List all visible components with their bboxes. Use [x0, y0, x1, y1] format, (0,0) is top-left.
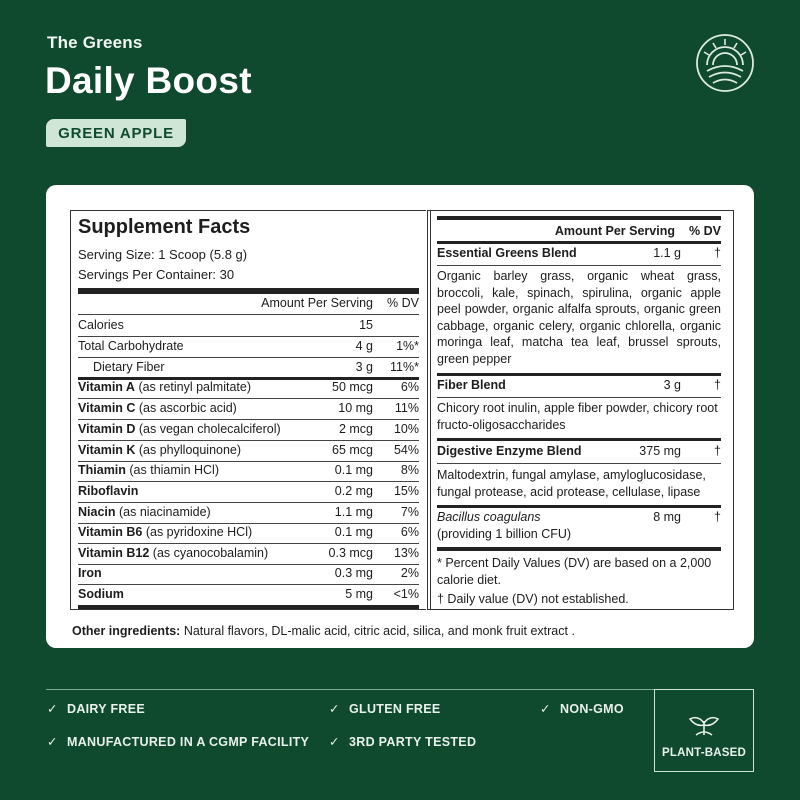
nutrient-dv: 13%	[393, 546, 419, 560]
rule-medium	[437, 438, 721, 441]
other-ingredients-text: Natural flavors, DL-malic acid, citric acid, silica, and monk fruit extract .	[180, 624, 575, 638]
nutrient-name: Total Carbohydrate	[78, 339, 184, 353]
nutrient-source: (as thiamin HCl)	[125, 463, 219, 477]
badge-label: PLANT-BASED	[662, 747, 746, 759]
nutrient-name-main: Vitamin D	[78, 422, 136, 436]
amount-header: Amount Per Serving	[554, 224, 675, 238]
check-icon: ✓	[47, 735, 58, 749]
feature-item	[329, 734, 476, 749]
feature-label: 3RD PARTY TESTED	[349, 735, 477, 749]
fact-row	[78, 585, 419, 605]
nutrient-name: Calories	[78, 318, 124, 332]
rule-thick	[437, 216, 721, 220]
sprout-icon	[686, 713, 722, 737]
rule	[437, 463, 721, 464]
nutrient-name	[78, 380, 251, 394]
nutrient-source: (as cyanocobalamin)	[149, 546, 269, 560]
fact-row	[78, 399, 419, 419]
serving-size: Serving Size: 1 Scoop (5.8 g)	[78, 247, 248, 262]
nutrient-name-main: Iron	[78, 566, 102, 580]
feature-label: GLUTEN FREE	[349, 702, 441, 716]
nutrient-amount: 0.3 mg	[334, 566, 373, 580]
nutrient-dv: 11%	[394, 401, 419, 415]
nutrient-source: (as niacinamide)	[115, 505, 211, 519]
nutrient-dv: 2%	[400, 566, 419, 580]
fact-row	[78, 461, 419, 481]
nutrient-name-main: Vitamin K	[78, 443, 136, 457]
fact-row	[78, 441, 419, 461]
nutrient-name-main: Vitamin A	[78, 380, 135, 394]
feature-label: DAIRY FREE	[67, 702, 146, 716]
rule	[437, 397, 721, 398]
blend-dv: †	[714, 246, 721, 260]
nutrient-amount: 2 mcg	[338, 422, 373, 436]
nutrient-name: Dietary Fiber	[93, 360, 165, 374]
blend-amount: 1.1 g	[653, 246, 681, 260]
nutrient-name	[78, 422, 281, 436]
nutrient-name	[78, 525, 252, 539]
blend-dv: †	[714, 510, 721, 524]
fact-row	[78, 482, 419, 502]
check-icon: ✓	[329, 735, 340, 749]
nutrient-name	[78, 443, 241, 457]
nutrient-dv: <1%	[393, 587, 419, 601]
blend-ingredients: (providing 1 billion CFU)	[437, 527, 572, 541]
fact-row	[78, 337, 419, 357]
plant-based-badge	[654, 689, 754, 772]
nutrient-dv: 11%*	[390, 360, 419, 374]
fact-row	[78, 420, 419, 440]
nutrient-source: (as ascorbic acid)	[135, 401, 237, 415]
blend-amount: 375 mg	[639, 444, 681, 458]
nutrient-source: (as phylloquinone)	[135, 443, 242, 457]
servings-per-container: Servings Per Container: 30	[78, 267, 235, 282]
nutrient-source: (as vegan cholecalciferol)	[135, 422, 281, 436]
blend-dv: †	[714, 444, 721, 458]
nutrient-amount: 4 g	[355, 339, 373, 353]
nutrient-name-main: Thiamin	[78, 463, 126, 477]
nutrient-name	[78, 587, 124, 601]
nutrient-name-main: Niacin	[78, 505, 116, 519]
dv-header: % DV	[689, 224, 721, 238]
blend-name: Fiber Blend	[437, 378, 506, 392]
sun-leaf-logo-icon	[695, 33, 755, 93]
blend-dv: †	[714, 378, 721, 392]
check-icon: ✓	[540, 702, 551, 716]
nutrient-name	[78, 546, 268, 560]
feature-item	[540, 701, 624, 716]
features-divider	[46, 689, 754, 690]
blend-amount: 3 g	[663, 378, 681, 392]
blend-row	[437, 376, 721, 396]
dv-header: % DV	[387, 296, 419, 310]
other-ingredients	[72, 624, 575, 638]
blend-name: Essential Greens Blend	[437, 246, 577, 260]
fact-row	[78, 564, 419, 584]
nutrient-dv: 15%	[393, 484, 419, 498]
check-icon: ✓	[329, 702, 340, 716]
nutrient-source: (as retinyl palmitate)	[134, 380, 251, 394]
nutrient-dv: 6%	[400, 525, 419, 539]
blend-ingredients: Maltodextrin, fungal amylase, amyloglucosidase, fungal protease, acid protease, cellulase, lipase	[437, 468, 706, 499]
fact-row	[78, 544, 419, 564]
nutrient-dv: 10%	[393, 422, 419, 436]
blend-row	[437, 442, 721, 462]
nutrient-amount: 65 mcg	[332, 443, 373, 457]
blend-amount: 8 mg	[653, 510, 681, 524]
feature-label: MANUFACTURED IN A CGMP FACILITY	[67, 735, 310, 749]
rule	[78, 314, 419, 315]
flavor-badge: GREEN APPLE	[46, 119, 186, 147]
nutrient-name	[78, 566, 102, 580]
blend-ingredients: Chicory root inulin, apple fiber powder, chicory root fructo-oligosaccharides	[437, 401, 718, 432]
amount-header: Amount Per Serving	[261, 296, 373, 310]
nutrient-name-main: Vitamin B6	[78, 525, 143, 539]
feature-label: NON-GMO	[560, 702, 624, 716]
nutrient-amount: 0.1 mg	[334, 525, 373, 539]
rule	[437, 265, 721, 266]
blend-name: Digestive Enzyme Blend	[437, 444, 582, 458]
brand-name: The Greens	[47, 33, 143, 52]
blend-row	[437, 244, 721, 264]
nutrient-dv: 6%	[400, 380, 419, 394]
nutrient-name-main: Vitamin C	[78, 401, 136, 415]
fact-row	[78, 523, 419, 543]
nutrient-amount: 5 mg	[345, 587, 373, 601]
nutrient-dv: 1%*	[396, 339, 419, 353]
nutrient-name	[78, 505, 211, 519]
nutrient-amount: 0.2 mg	[334, 484, 373, 498]
fact-row	[78, 316, 419, 336]
check-icon: ✓	[47, 702, 58, 716]
footnote-dagger: † Daily value (DV) not established.	[437, 592, 629, 606]
blend-name: Bacillus coagulans	[437, 510, 541, 524]
fact-row	[78, 358, 419, 378]
feature-item	[47, 734, 309, 749]
nutrient-name	[78, 401, 237, 415]
nutrient-dv: 8%	[400, 463, 419, 477]
nutrient-dv: 7%	[400, 505, 419, 519]
nutrient-name-main: Vitamin B12	[78, 546, 150, 560]
footnote-dv: * Percent Daily Values (DV) are based on a 2,000 calorie diet.	[437, 556, 712, 587]
nutrient-amount: 50 mcg	[332, 380, 373, 394]
blend-row	[437, 508, 721, 528]
facts-divider	[427, 210, 431, 610]
rule-thick	[437, 547, 721, 551]
feature-item	[329, 701, 441, 716]
nutrient-amount: 10 mg	[338, 401, 373, 415]
nutrient-amount: 0.3 mcg	[328, 546, 373, 560]
fact-row	[78, 378, 419, 398]
nutrient-name	[78, 484, 138, 498]
nutrient-name-main: Riboflavin	[78, 484, 139, 498]
nutrient-name-main: Sodium	[78, 587, 124, 601]
nutrient-amount: 0.1 mg	[334, 463, 373, 477]
rule-thick	[78, 605, 419, 609]
other-ingredients-label: Other ingredients:	[72, 624, 181, 638]
fact-row	[78, 503, 419, 523]
nutrient-name	[78, 463, 219, 477]
nutrient-source: (as pyridoxine HCl)	[142, 525, 253, 539]
feature-item	[47, 701, 145, 716]
nutrient-amount: 15	[359, 318, 373, 332]
nutrient-dv: 54%	[393, 443, 419, 457]
blend-ingredients: Organic barley grass, organic wheat grass, broccoli, kale, spinach, spirulina, organic apple peel powder, organic alfalfa sprouts, organic green cabbage, organic celery, organic chlorella, organic moringa leaf, matcha tea leaf, brussel sprouts, green pepper	[437, 269, 721, 366]
product-title: Daily Boost	[45, 60, 252, 101]
nutrient-amount: 1.1 mg	[334, 505, 373, 519]
column-header	[78, 294, 419, 314]
supplement-facts-title: Supplement Facts	[78, 216, 251, 238]
nutrient-amount: 3 g	[355, 360, 373, 374]
